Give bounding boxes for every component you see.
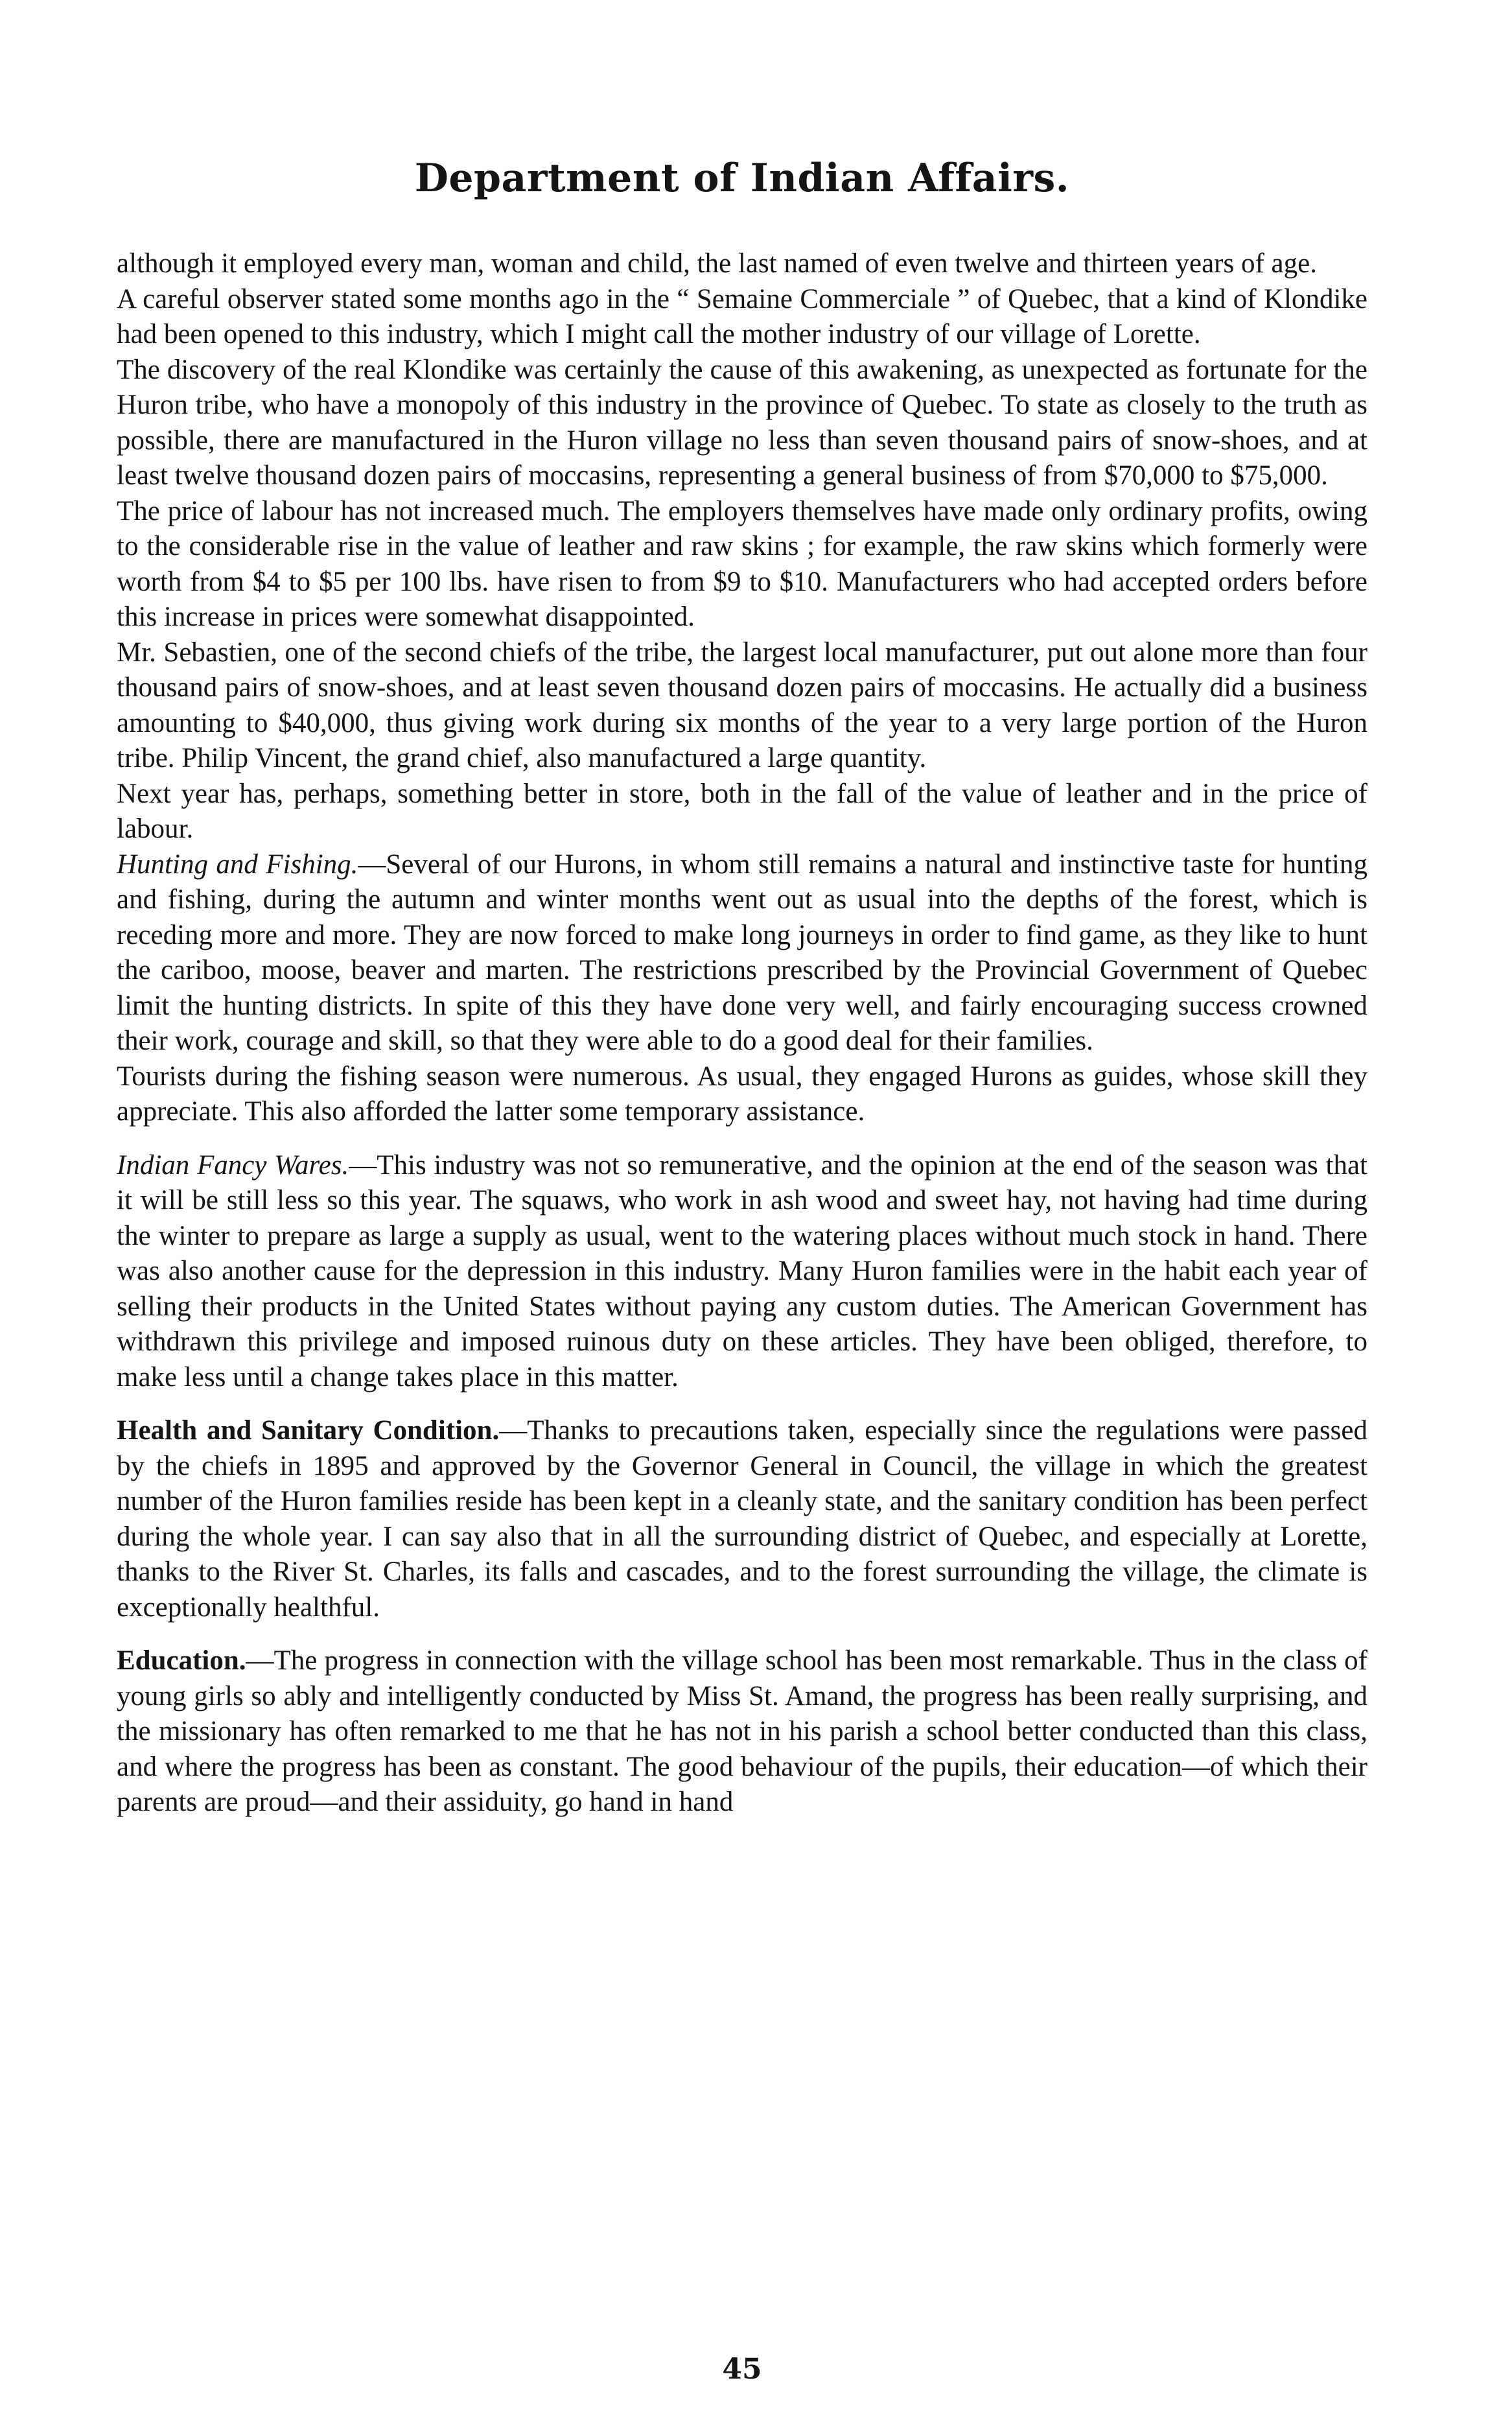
paragraph-continuation: although it employed every man, woman and child, the last named of even twelve and thirteen years of age. <box>117 248 1317 279</box>
paragraph-mr-sebastien: Mr. Sebastien, one of the second chiefs of the tribe, the largest local manufacturer, put out alone more than four thousand pairs of snow-shoes, and at least seven thousand dozen pairs of moccasins. He actually did a business amounting to $40,000, thus giving work during six months of the year to a very large portion of the Huron tribe. Philip Vincent, the grand chief, also manufactured a large quantity. <box>117 637 1367 773</box>
paragraph-price-of-labour: The price of labour has not increased much. The employers themselves have made only ordinary profits, owing to the considerable rise in the value of leather and raw skins ; for example, the raw skins which formerly were worth from $4 to $5 per 100 lbs. have risen to from $9 to $10. Manufacturers who had accepted orders before this increase in prices were somewhat disappointed. <box>117 495 1367 632</box>
section-indian-fancy-wares <box>117 1148 1367 1396</box>
health-body: —Thanks to precautions taken, especially since the regulations were passed by the chiefs in 1895 and approved by the Governor General in Council, the village in which the greatest number of the Huron families reside has been kept in a cleanly state, and the sanitary condition has been perfect during the whole year. I can say also that in all the surrounding district of Quebec, and especially at Lorette, thanks to the River St. Charles, its falls and cascades, and to the forest surrounding the village, the climate is exceptionally healthful. <box>117 1415 1367 1623</box>
education-body: —The progress in connection with the village school has been most remarkable. Thus in the class of young girls so ably and intelligently conducted by Miss St. Amand, the progress has been really surprising, and the missionary has often remarked to me that he has not in his parish a school better conducted than this class, and where the progress has been as constant. The good behaviour of the pupils, their education—of which their parents are proud—and their assiduity, go hand in hand <box>117 1645 1367 1817</box>
section-hunting-and-fishing <box>117 847 1367 1059</box>
heading-education: Education. <box>117 1645 246 1676</box>
section-education <box>117 1643 1367 1820</box>
paragraph-semaine-commerciale: A careful observer stated some months ago in the “ Semaine Commerciale ” of Quebec, that a kind of Klondike had been opened to this industry, which I might call the mother industry of our village of Lorette. <box>117 283 1367 349</box>
page-title: Department of Indian Affairs. <box>414 156 1070 201</box>
paragraph-next-year: Next year has, perhaps, something better in store, both in the fall of the value of leather and in the price of labour. <box>117 778 1367 844</box>
paragraph-tourists: Tourists during the fishing season were numerous. As usual, they engaged Hurons as guides, whose skill they appreciate. This also afforded the latter some temporary assistance. <box>117 1061 1367 1127</box>
page-number: 45 <box>722 2353 762 2386</box>
heading-indian-fancy-wares: Indian Fancy Wares. <box>117 1149 349 1181</box>
fancy-wares-body: —This industry was not so remunerative, and the opinion at the end of the season was that it will be still less so this year. The squaws, who work in ash wood and sweet hay, not having had time during the winter to prepare as large a supply as usual, went to the watering places without much stock in hand. There was also another cause for the depression in this industry. Many Huron families were in the habit each year of selling their products in the United States without paying any custom duties. The American Government has withdrawn this privilege and imposed ruinous duty on these articles. They have been obliged, therefore, to make less until a change takes place in this matter. <box>117 1149 1367 1393</box>
paragraph-klondike: The discovery of the real Klondike was certainly the cause of this awakening, as unexpected as fortunate for the Huron tribe, who have a monopoly of this industry in the province of Quebec. To state as closely to the truth as possible, there are manufactured in the Huron village no less than seven thousand pairs of snow-shoes, and at least twelve thousand dozen pairs of moccasins, representing a general business of from $70,000 to $75,000. <box>117 354 1367 491</box>
heading-health-and-sanitary: Health and Sanitary Condition. <box>117 1415 500 1446</box>
document-page <box>117 156 1367 2386</box>
section-health-and-sanitary <box>117 1413 1367 1625</box>
heading-hunting-and-fishing: Hunting and Fishing. <box>117 849 358 880</box>
hunting-body: —Several of our Hurons, in whom still remains a natural and instinctive taste for hunting and fishing, during the autumn and winter months went out as usual into the depths of the forest, which is receding more and more. They are now forced to make long journeys in order to find game, as they like to hunt the cariboo, moose, beaver and marten. The restrictions prescribed by the Provincial Government of Quebec limit the hunting districts. In spite of this they have done very well, and fairly encouraging success crowned their work, courage and skill, so that they were able to do a good deal for their families. <box>117 849 1367 1056</box>
